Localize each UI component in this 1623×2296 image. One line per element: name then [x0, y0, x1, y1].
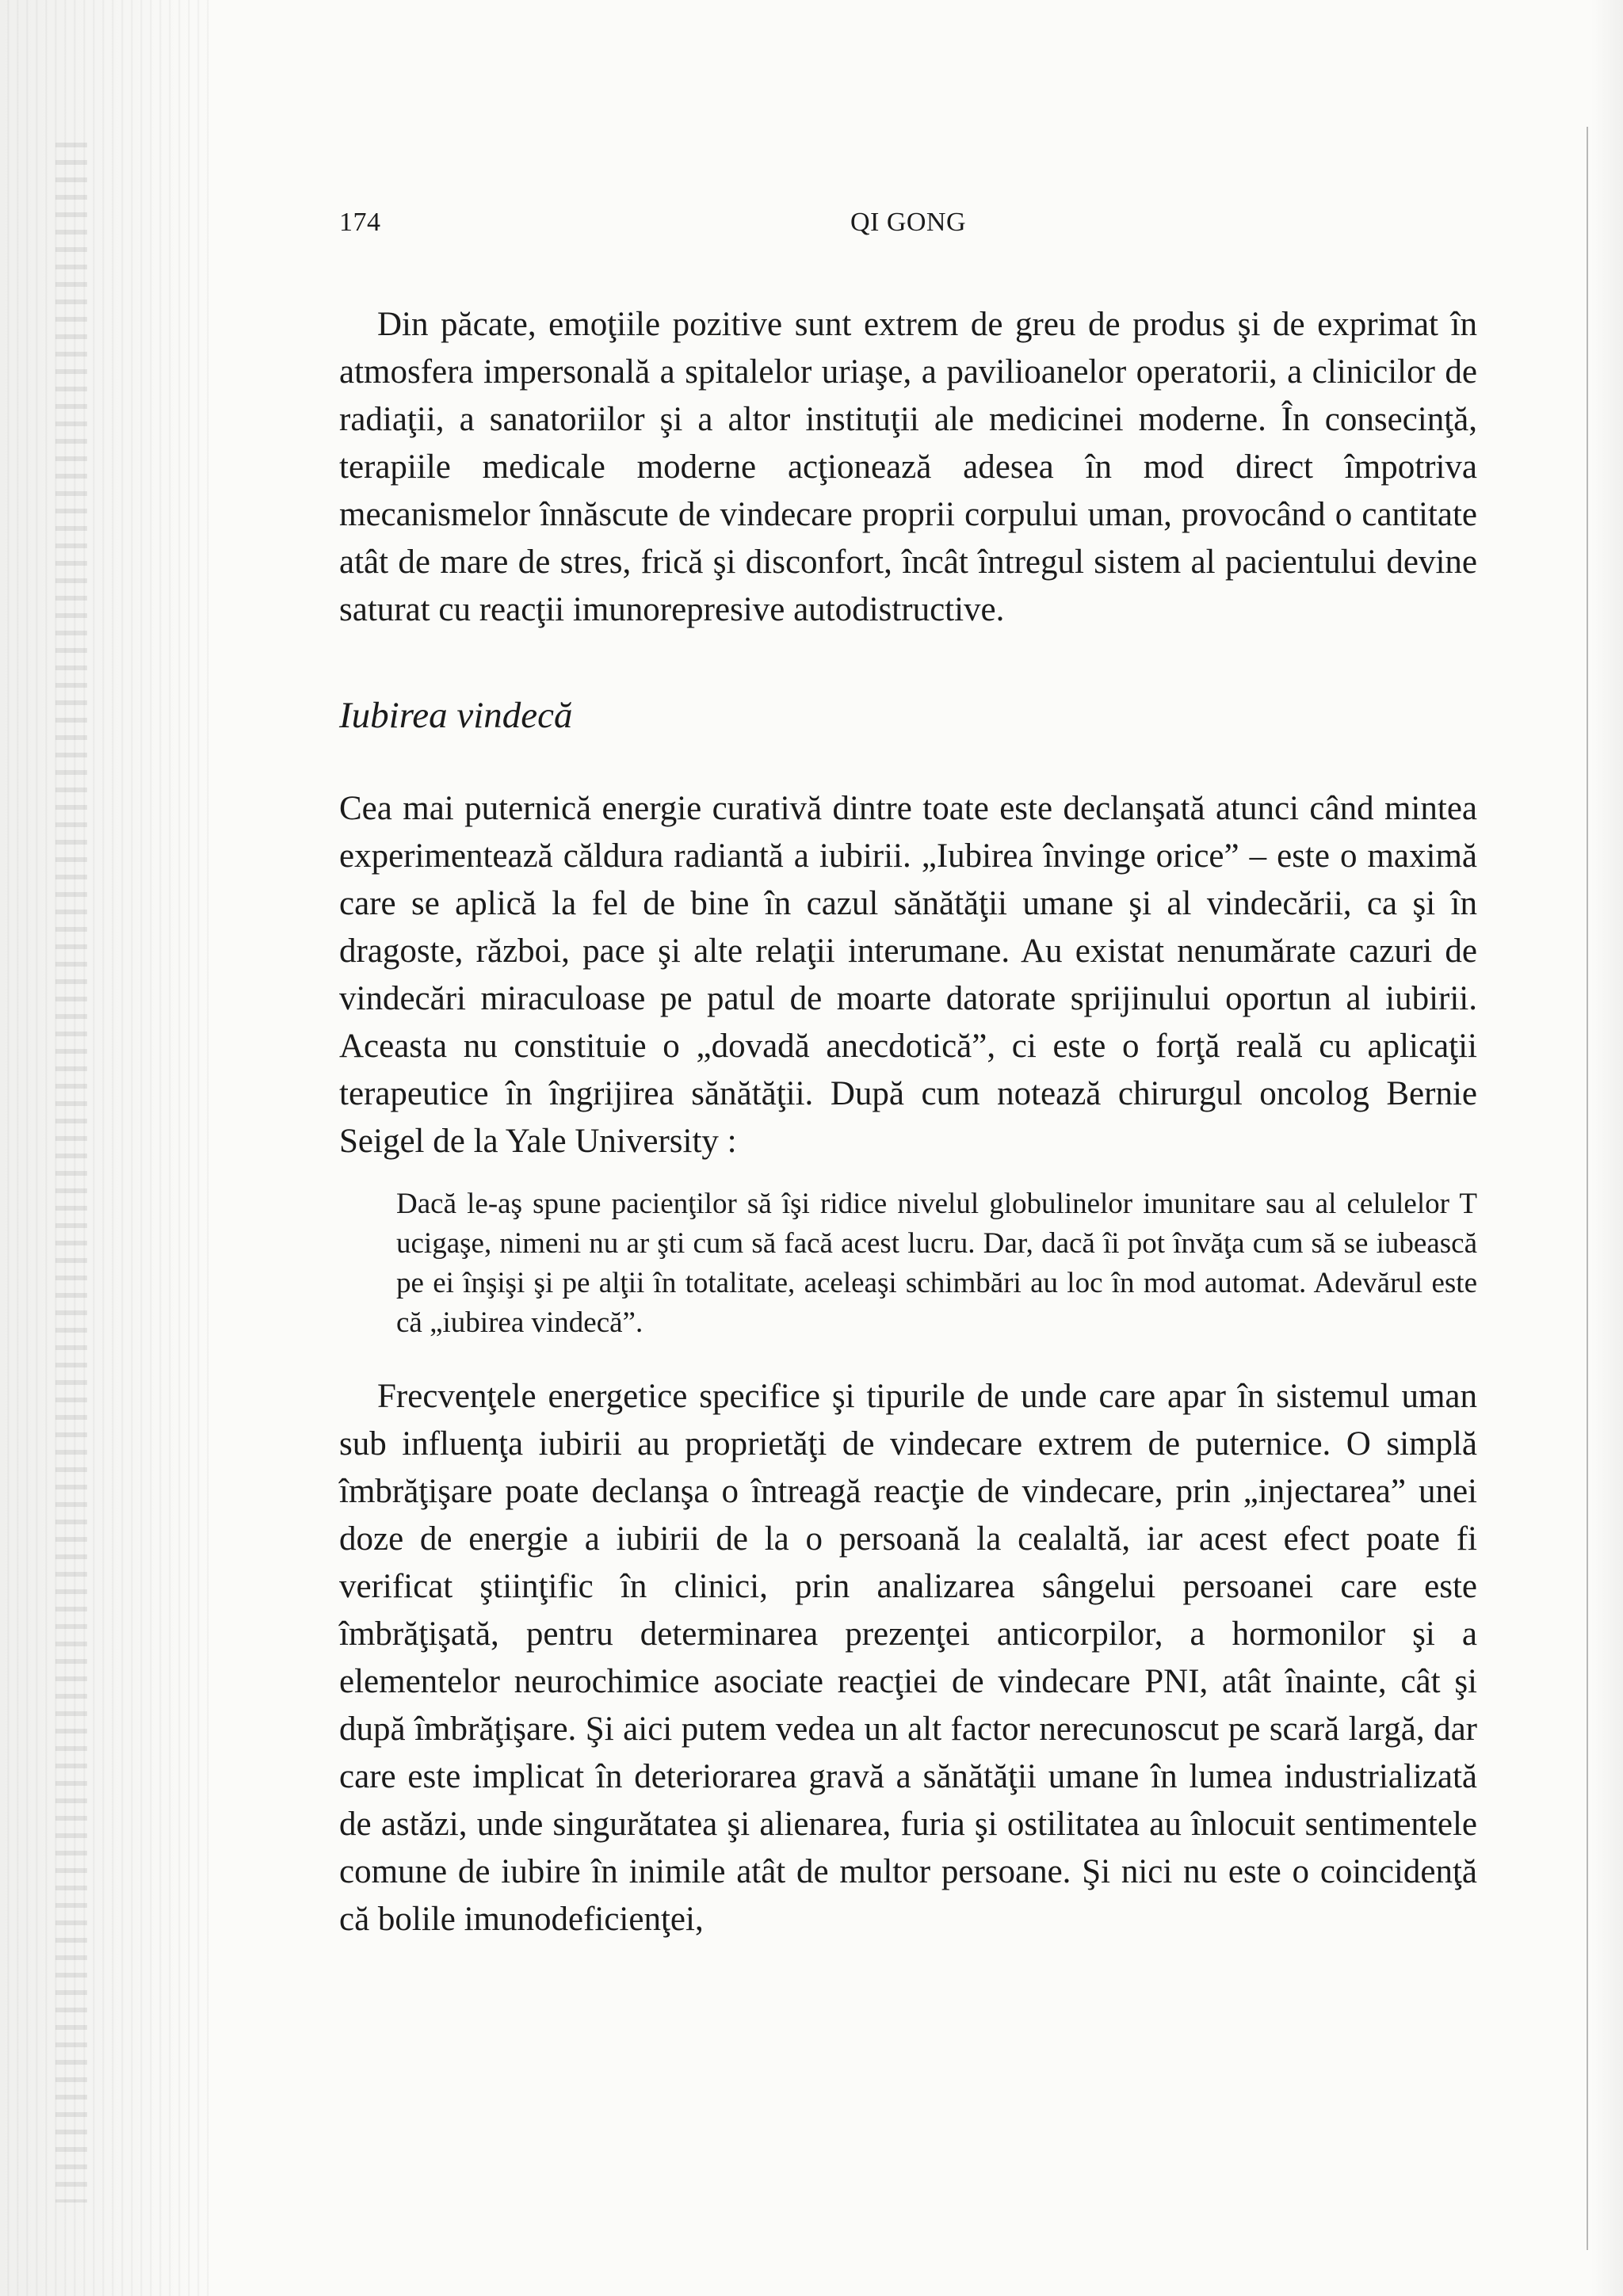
block-quote: Dacă le-aş spune pacienţilor să îşi ridice nivelul globulinelor imunitare sau al celulelor T ucigaşe, nimeni nu ar şti cum să facă acest lucru. Dar, dacă îi pot învăţa cum să se iubească pe ei înşişi şi pe alţii în totalitate, aceleaşi schimbări au loc în mod automat. Adevărul este că „iubirea vindecă”. [396, 1188, 1477, 1339]
running-header [339, 208, 1477, 255]
page-number: 174 [339, 208, 381, 237]
scan-shadow-left [0, 0, 214, 2296]
paragraph-3: Frecvenţele energetice specifice şi tipurile de unde care apar în sistemul uman sub influenţa iubirii au proprietăţi de vindecare extrem de puternice. O simplă îmbrăţişare poate declanşa o întreagă reacţie de vindecare, prin „injectarea” unei doze de energie a iubirii de la o persoană la cealaltă, iar acest efect poate fi verificat ştiinţific în clinici, prin analizarea sângelui persoanei care este îmbrăţişată, pentru determinarea prezenţei anticorpilor, a hormonilor şi a elementelor neurochimice asociate reacţiei de vindecare PNI, atât înainte, cât şi după îmbrăţişare. Şi aici putem vedea un alt factor nerecunoscut pe scară largă, dar care este implicat în deteriorarea gravă a sănătăţii umane în lumea industrializată de astăzi, unde singurătatea şi alienarea, furia şi ostilitatea au înlocuit sentimentele comune de iubire în inimile atât de multor persoane. Şi nici nu este o coincidenţă că bolile imunodeficienţei, [339, 1378, 1477, 1938]
paragraph-2: Cea mai puternică energie curativă dintre toate este declanşată atunci când mintea experimentează căldura radiantă a iubirii. „Iubirea învinge orice” – este o maximă care se aplică la fel de bine în cazul sănătăţii umane şi al vindecării, ca şi în dragoste, război, pace şi alte relaţii interumane. Au existat nenumărate cazuri de vindecări miraculoase pe patul de moarte datorate sprijinului oportun al iubirii. Aceasta nu constituie o „dovadă anecdotică”, ci este o forţă reală cu aplicaţii terapeutice în îngrijirea sănătăţii. După cum notează chirurgul oncolog Bernie Seigel de la Yale University : [339, 790, 1477, 1160]
scan-shadow-right [1591, 0, 1623, 2296]
section-heading: Iubirea vindecă [339, 695, 573, 736]
book-page [339, 208, 1477, 1943]
running-title: QI GONG [850, 208, 967, 237]
paragraph-1: Din păcate, emoţiile pozitive sunt extrem de greu de produs şi de exprimat în atmosfera impersonală a spitalelor uriaşe, a pavilioanelor operatorii, a clinicilor de radiaţii, a sanatoriilor şi a altor instituţii ale medicinei moderne. În consecinţă, terapiile medicale moderne acţionează adesea în mod direct împotriva mecanismelor înnăscute de vindecare proprii corpului uman, provocând o cantitate atât de mare de stres, frică şi disconfort, încât întregul sistem al pacientului devine saturat cu reacţii imunorepresive autodistructive. [339, 306, 1477, 628]
scan-margin-line [1587, 127, 1588, 2250]
